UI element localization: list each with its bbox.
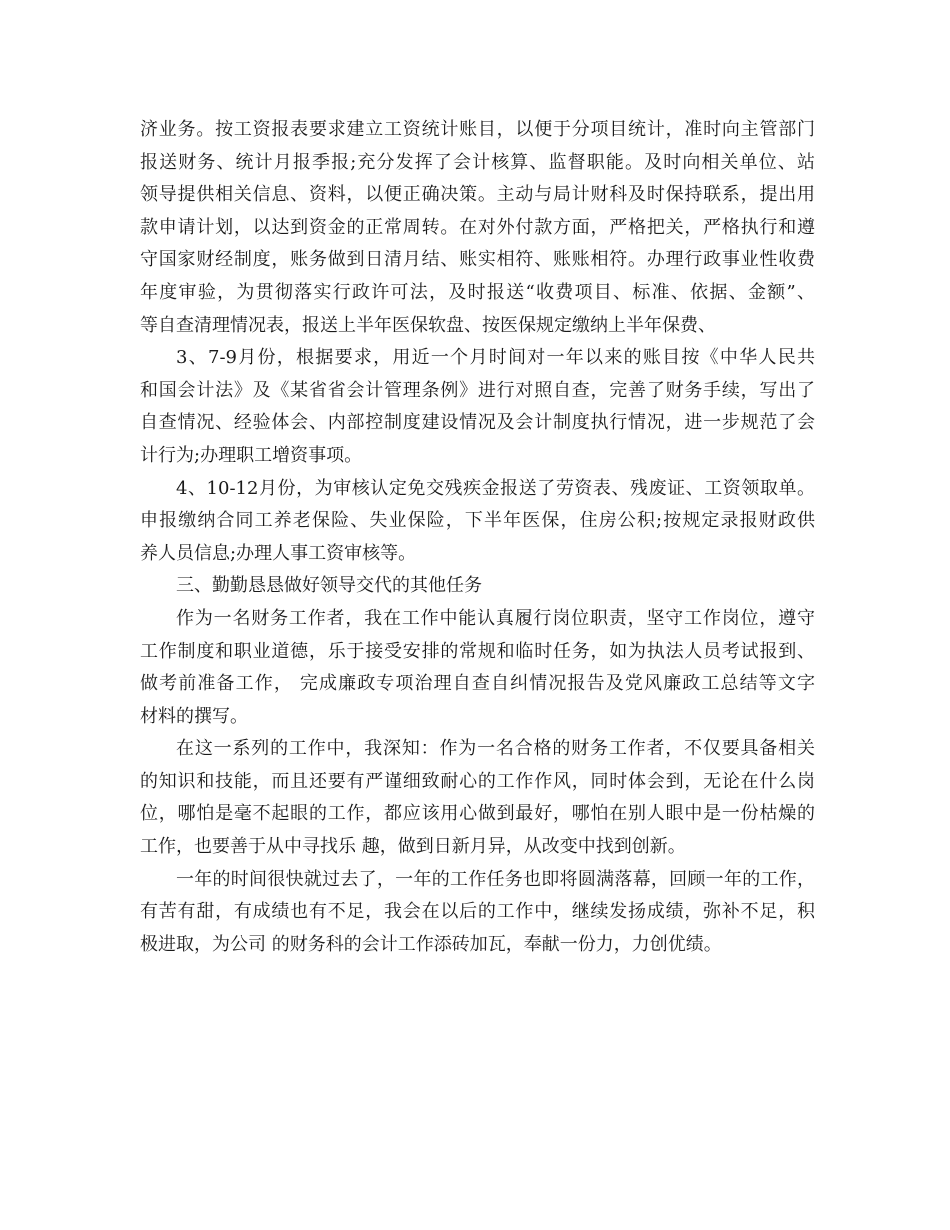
text-line: 等自查清理情况表，报送上半年医保软盘、按医保规定缴纳上半年保费、 [140, 314, 716, 336]
text-line: 计行为;办理职工增资事项。 [140, 444, 363, 466]
text-line: 一年的时间很快就过去了，一年的工作任务也即将圆满落幕，回顾一年的工作， [176, 868, 815, 890]
text-line: 有苦有甜，有成绩也有不足，我会在以后的工作中，继续发扬成绩，弥补不足，积 [140, 901, 815, 923]
text-line: 作为一名财务工作者，我在工作中能认真履行岗位职责，坚守工作岗位，遵守 [176, 607, 815, 629]
text-line: 位，哪怕是毫不起眼的工作，都应该用心做到最好，哪怕在别人眼中是一份枯燥的 [140, 803, 815, 825]
text-line: 领导提供相关信息、资料，以便正确决策。主动与局计财科及时保持联系，提出用 [140, 184, 815, 206]
text-line: 济业务。按工资报表要求建立工资统计账目，以便于分项目统计，准时向主管部门 [140, 119, 815, 140]
text-line: 工作制度和职业道德，乐于接受安排的常规和临时任务，如为执法人员考试报到、 [140, 640, 815, 662]
section-heading: 三、勤勤恳恳做好领导交代的其他任务 [176, 575, 482, 597]
text-line: 3、7-9月份，根据要求，用近一个月时间对一年以来的账目按《中华人民共 [176, 347, 815, 369]
text-line: 自查情况、经验体会、内部控制度建设情况及会计制度执行情况，进一步规范了会 [140, 412, 815, 434]
text-line: 4、10-12月份，为审核认定免交残疾金报送了劳资表、残废证、工资领取单。 [176, 477, 815, 499]
text-line: 极进取，为公司 的财务科的会计工作添砖加瓦，奉献一份力，力创优绩。 [140, 933, 722, 955]
text-line: 申报缴纳合同工养老保险、失业保险，下半年医保，住房公积;按规定录报财政供 [140, 510, 815, 532]
text-line: 的知识和技能，而且还要有严谨细致耐心的工作作风，同时体会到，无论在什么岗 [140, 770, 815, 792]
text-line: 和国会计法》及《某省省会计管理条例》进行对照自查，完善了财务手续，写出了 [140, 379, 815, 401]
text-line: 养人员信息;办理人事工资审核等。 [140, 542, 417, 564]
text-line: 工作，也要善于从中寻找乐 趣，做到日新月异，从改变中找到创新。 [140, 836, 686, 858]
text-line: 做考前准备工作， 完成廉政专项治理自查自纠情况报告及党风廉政工总结等文字 [140, 673, 815, 695]
text-line: 报送财务、统计月报季报;充分发挥了会计核算、监督职能。及时向相关单位、站 [140, 151, 815, 173]
text-line: 材料的撰写。 [140, 705, 248, 727]
text-line: 年度审验，为贯彻落实行政许可法，及时报送“收费项目、标准、依据、金额”、 [140, 281, 815, 303]
text-line: 款申请计划，以达到资金的正常周转。在对外付款方面，严格把关，严格执行和遵 [140, 216, 815, 238]
text-line: 守国家财经制度，账务做到日清月结、账实相符、账账相符。办理行政事业性收费 [140, 249, 815, 271]
text-line: 在这一系列的工作中，我深知：作为一名合格的财务工作者，不仅要具备相关 [176, 738, 815, 760]
document-body [140, 114, 815, 961]
